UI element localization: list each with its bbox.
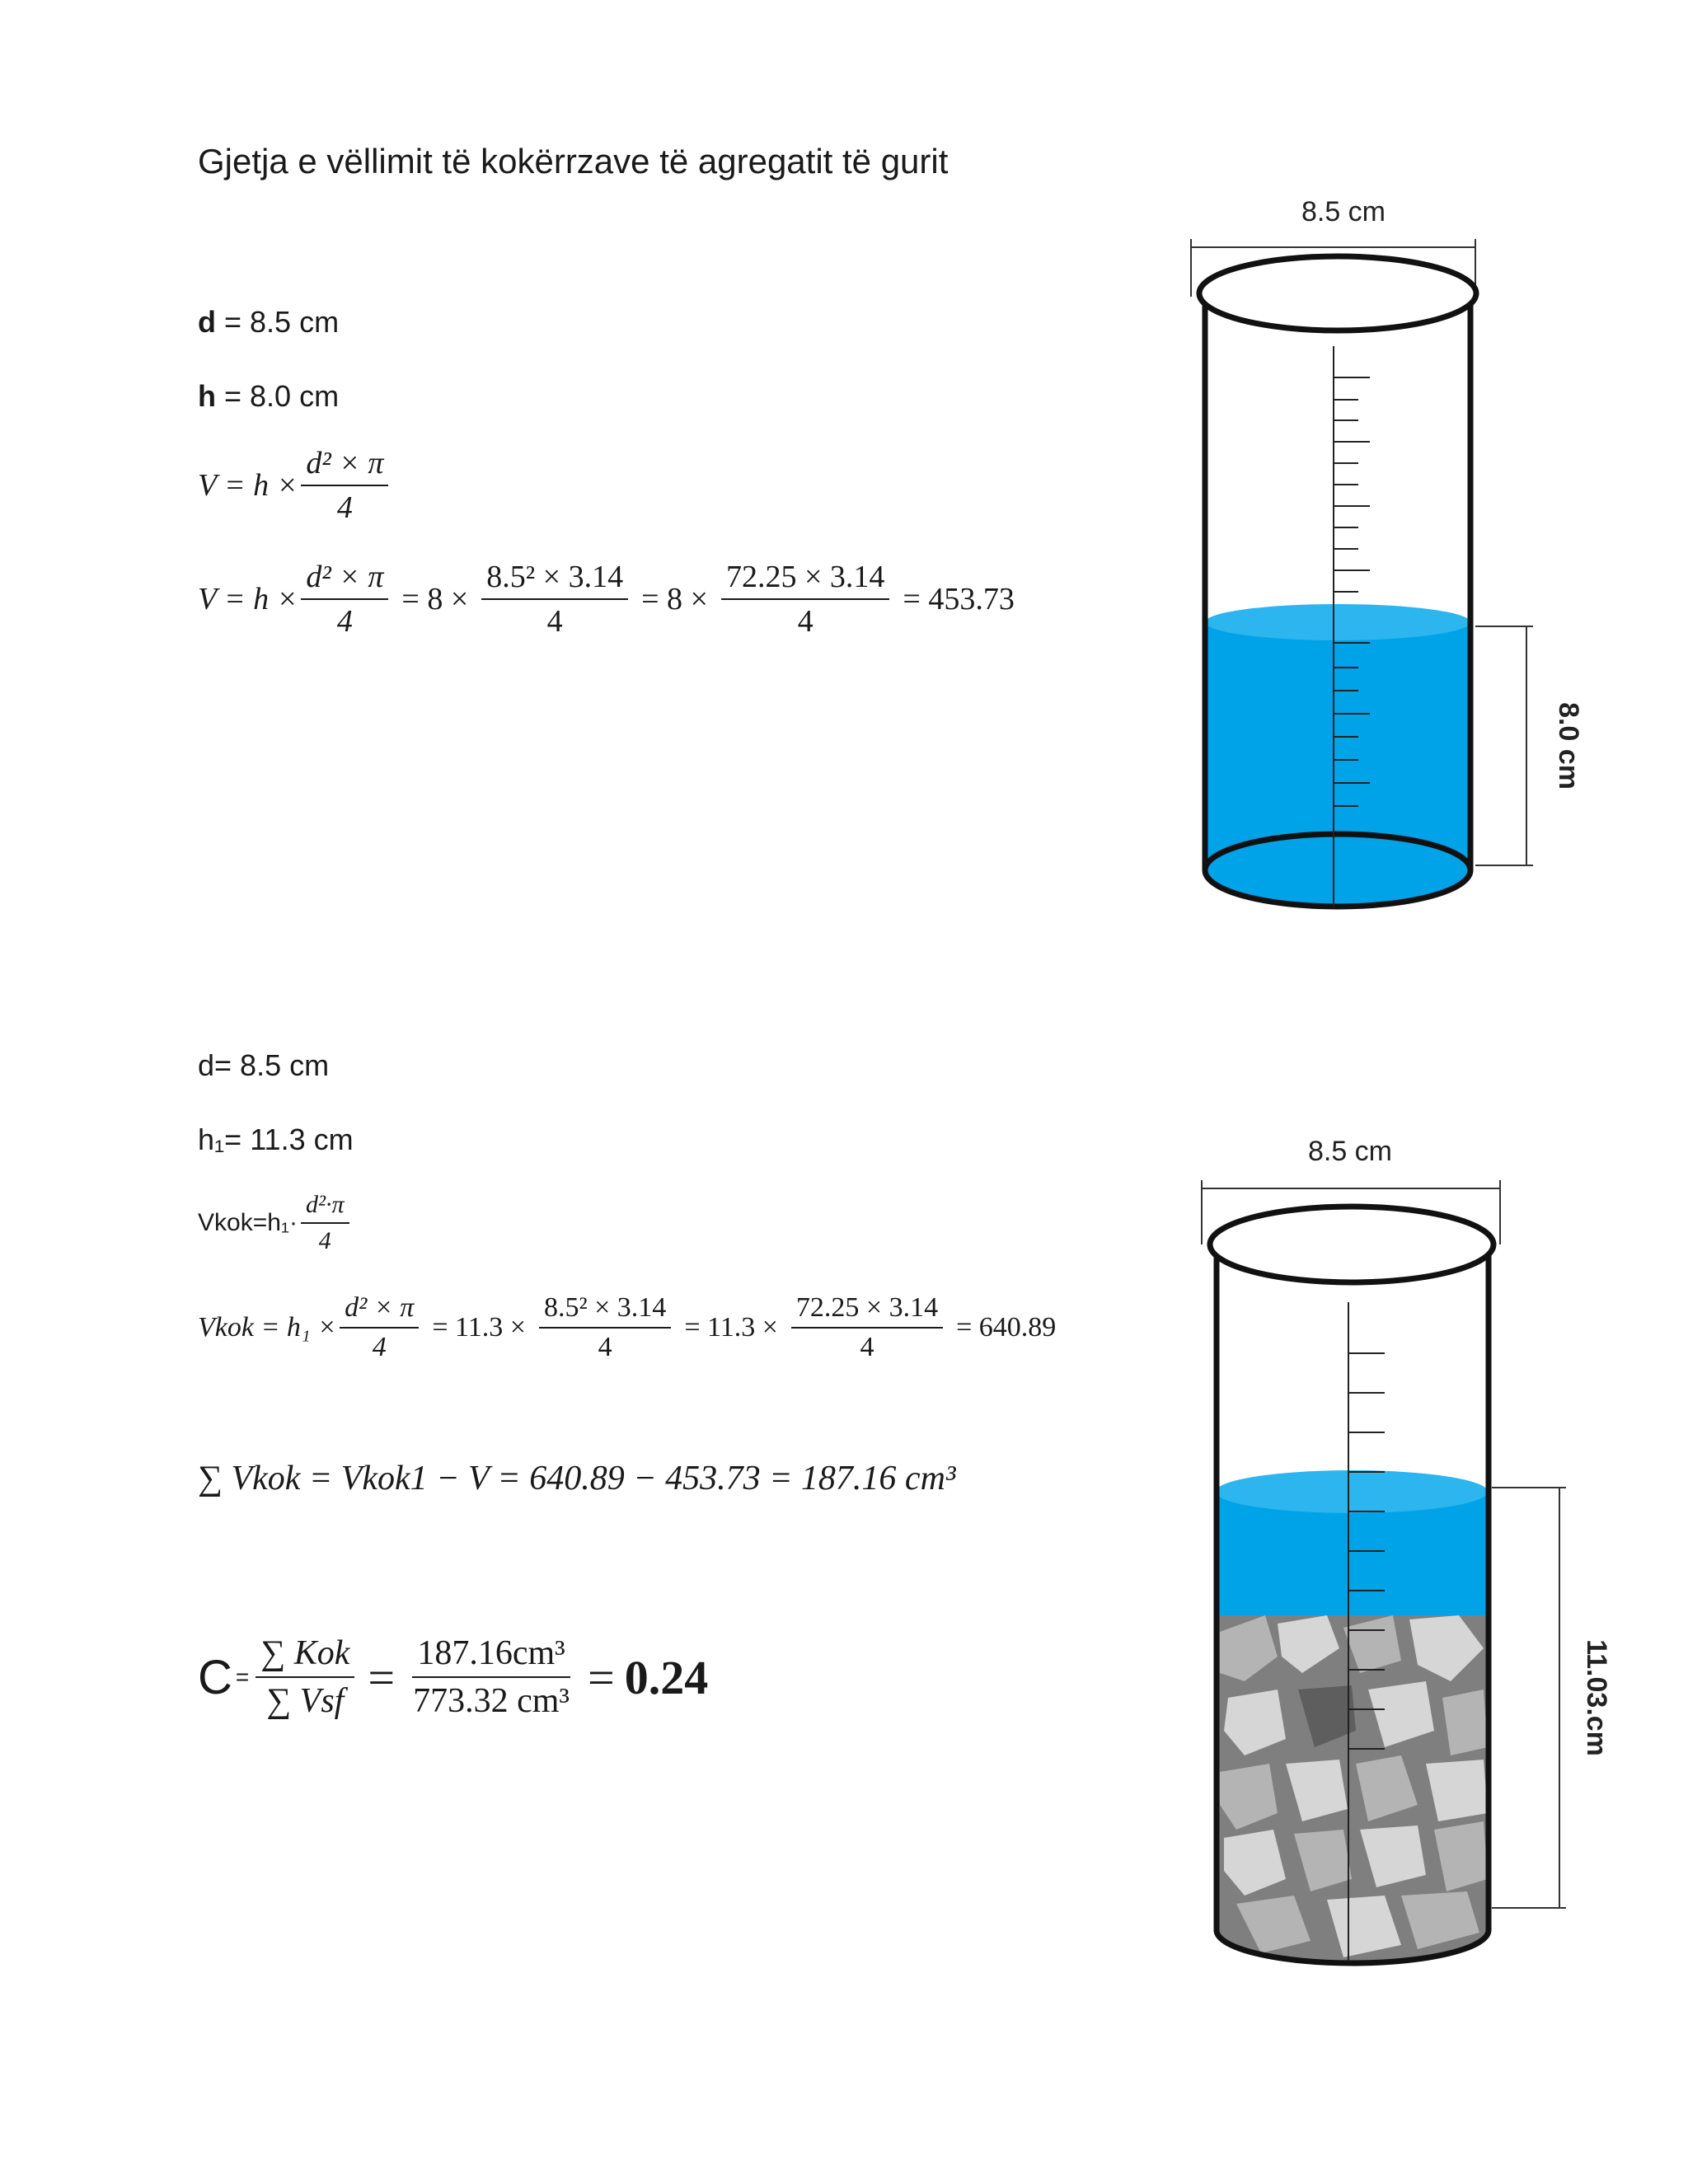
vkok-calc-fraction-1: $\frac{\text{d² × π}}{4}$ xyxy=(340,1292,419,1363)
vkok-formula xyxy=(198,1191,353,1255)
calc-fraction-1: $\frac{\text{d² × π}}{4}$ xyxy=(301,559,388,640)
cylinder-top-1 xyxy=(1199,256,1476,330)
calc-result: = 453.73 xyxy=(903,582,1015,616)
height-label-2: 11.03.cm xyxy=(1581,1639,1612,1756)
calc-eq-2: = 8 × xyxy=(641,582,708,616)
h1-line: h₁= 11.3 cm xyxy=(198,1122,354,1156)
vkok-calc-eq-1: = 11.3 × xyxy=(432,1312,526,1343)
height-dimension-2 xyxy=(1492,1488,1566,1908)
cylinder-figure-2 xyxy=(1154,1121,1615,1986)
cylinder-bottom-1 xyxy=(1205,834,1470,907)
vkok-calc-result: = 640.89 xyxy=(956,1312,1057,1343)
calc-lhs: V = h × xyxy=(198,582,298,616)
height-label-1: 8.0 cm xyxy=(1553,702,1584,790)
cylinder-top-2 xyxy=(1210,1207,1493,1282)
d-label: d xyxy=(198,305,216,339)
cylinder-figure-1 xyxy=(1154,181,1599,923)
volume-formula xyxy=(198,445,392,526)
c-label: C xyxy=(198,1650,232,1704)
vkok-formula-fraction: $\frac{\text{d²·π}}{4}$ xyxy=(301,1191,349,1255)
vkok-calculation xyxy=(198,1292,1066,1363)
c-fraction-2: $\frac{\text{187.16cm³}}{\text{773.32 cm³}}$ xyxy=(413,1634,570,1720)
vkok-calc-lhs: Vkok = h₁ × xyxy=(198,1312,337,1343)
d-value: = 8.5 cm xyxy=(216,305,340,339)
stone-aggregate xyxy=(1217,1615,1489,1961)
d-line-2: d= 8.5 cm xyxy=(198,1048,330,1082)
calc-fraction-2: $\frac{\text{8.5² × 3.14}}{4}$ xyxy=(481,559,628,640)
h-line xyxy=(198,379,339,414)
vkok-calc-fraction-3: $\frac{72.25 \times 3.14}{4}$ xyxy=(791,1292,943,1363)
c-formula xyxy=(198,1633,708,1721)
diameter-label-1: 8.5 cm xyxy=(1301,196,1386,227)
height-dimension-1 xyxy=(1475,626,1533,865)
d-line xyxy=(198,305,339,340)
vkok-calc-fraction-2: $\frac{\text{8.5² × 3.14}}{4}$ xyxy=(539,1292,671,1363)
water-surface-2 xyxy=(1216,1470,1488,1513)
c-fraction-1: $\frac{\text{∑ Kok}}{\text{∑ Vsf}}$ xyxy=(256,1633,354,1721)
h-label: h xyxy=(198,379,216,413)
calc-fraction-3: $\frac{72.25 \times 3.14}{4}$ xyxy=(721,559,889,640)
diameter-label-2: 8.5 cm xyxy=(1307,1136,1393,1167)
formula-fraction xyxy=(301,445,388,526)
calc-eq-1: = 8 × xyxy=(401,582,469,616)
page-title: Gjetja e vëllimit të kokërrzave të agregatit të gurit xyxy=(198,142,949,180)
c-eq-small: = xyxy=(235,1664,250,1690)
formula-numerator: d² × π xyxy=(301,445,388,486)
formula-denominator: 4 xyxy=(336,490,353,525)
c-eq-1: = xyxy=(368,1650,396,1704)
vkok-formula-lhs: Vkok=h₁· xyxy=(198,1209,298,1236)
h-value: = 8.0 cm xyxy=(216,379,340,413)
water-surface-1 xyxy=(1205,604,1470,640)
volume-calculation xyxy=(198,559,1025,640)
c-eq-2: = xyxy=(587,1650,615,1704)
sum-line: ∑ Vkok = Vkok1 − V = 640.89 − 453.73 = 187.16 cm³ xyxy=(198,1460,956,1497)
formula-lhs: V = h × xyxy=(198,468,298,503)
c-result: 0.24 xyxy=(624,1650,709,1704)
vkok-calc-eq-2: = 11.3 × xyxy=(684,1312,778,1343)
